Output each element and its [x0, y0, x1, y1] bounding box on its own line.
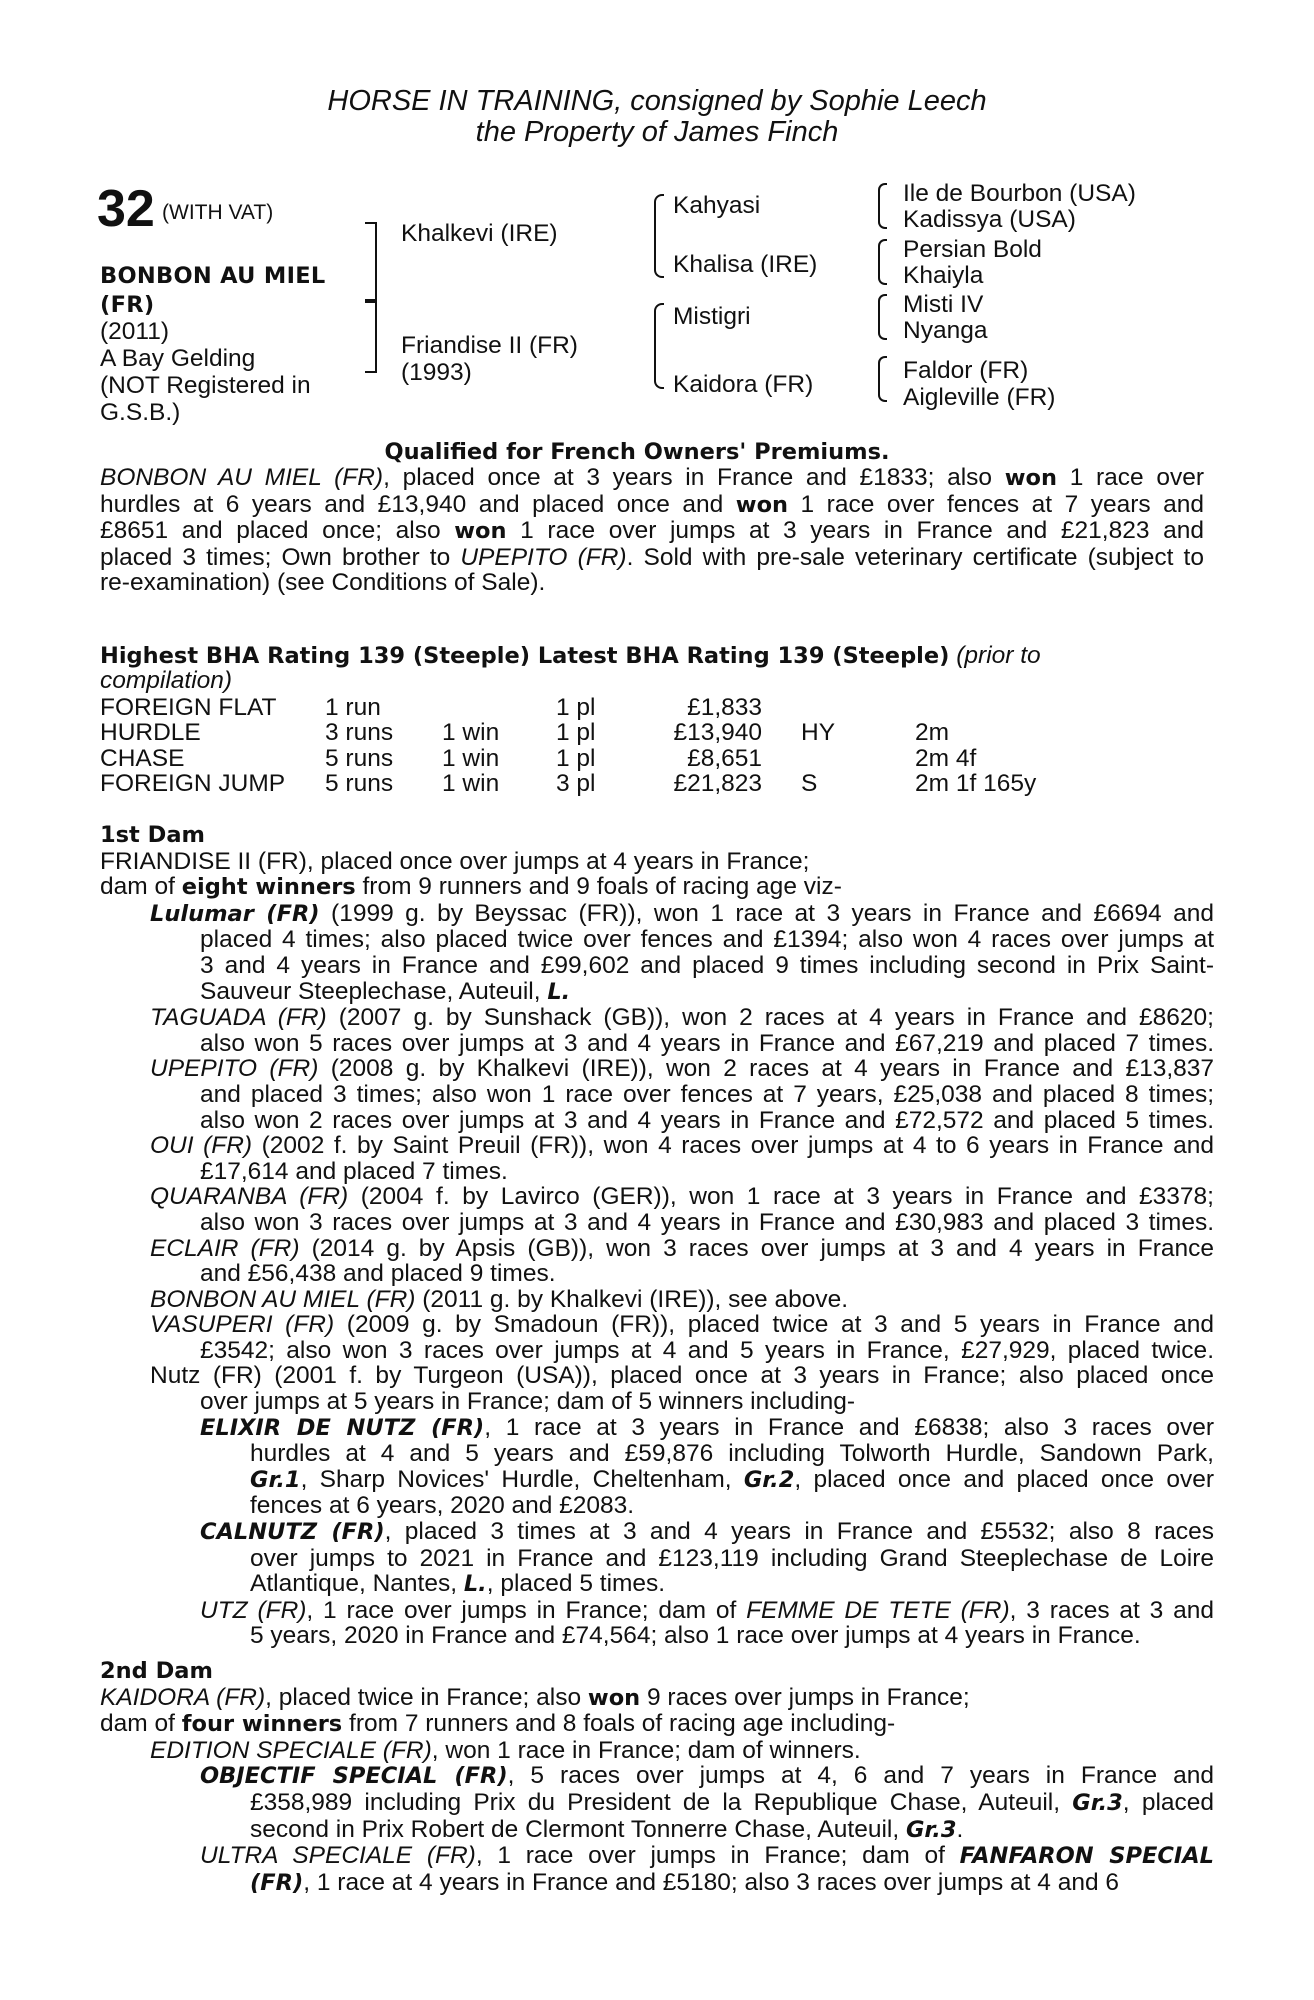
produce-entry: Nutz (FR) (2001 f. by Turgeon (USA)), placed once at 3 years in France; also placed once over jumps at 5 years in France; dam of 5 winners including- — [150, 1362, 1214, 1416]
produce-entry: TAGUADA (FR) (2007 g. by Sunshack (GB)), won 2 races at 4 years in France and £8620; also won 5 races over jumps at 3 and 4 years in France and £67,219 and placed 7 times. — [150, 1004, 1214, 1057]
produce-record — [100, 901, 1214, 1649]
lot-number: 32 — [97, 180, 155, 238]
consignment-line: HORSE IN TRAINING, consigned by Sophie Leech — [327, 85, 987, 117]
produce-entry: UTZ (FR), 1 race over jumps in France; dam of FEMME DE TETE (FR), 3 races at 3 and 5 years, 2020 in France and £74,564; also 1 race over jumps at 4 years in France. — [200, 1596, 1214, 1650]
produce-entry: OUI (FR) (2002 f. by Saint Preuil (FR)), won 4 races over jumps at 4 to 6 years in France and £17,614 and placed 7 times. — [150, 1132, 1214, 1185]
horse-name: BONBON AU MIEL (FR) — [100, 263, 326, 318]
record-placed: 1 pl — [556, 744, 596, 772]
grandsire-3: Misti IV — [903, 291, 984, 318]
grandsire-1: Ile de Bourbon (USA) — [903, 180, 1136, 207]
produce-entry: CALNUTZ (FR), placed 3 times at 3 and 4 years in France and £5532; also 8 races over jumps to 2021 in France and £123,119 including Grand Steeplechase de Loire Atlantique, Nantes, L., placed 5 times. — [200, 1518, 1214, 1598]
produce-record — [100, 1738, 1214, 1897]
pedigree-bracket — [878, 294, 887, 340]
record-wins: 1 win — [442, 744, 500, 772]
section-heading: 2nd Dam — [100, 1658, 213, 1684]
granddam-produce — [150, 1763, 1214, 1896]
first-dam-section — [100, 823, 1214, 1649]
record-placed: 1 pl — [556, 694, 596, 721]
summary-line: re-examination) (see Conditions of Sale). — [100, 569, 546, 597]
granddam-1: Kadissya (USA) — [903, 206, 1076, 233]
produce-entry: Lulumar (FR) (1999 g. by Beyssac (FR)), won 1 race at 3 years in France and £6694 and placed 4 times; also placed twice over fences and £1394; also won 4 races over jumps at 3 and 4 years in France and £99,602 and placed 9 times including second in Prix Saint- Sauveur Steeplechase, Auteuil, L. — [150, 899, 1214, 1005]
dam-line: dam of four winners from 7 runners and 8 foals of racing age including- — [100, 1710, 896, 1738]
registration-note: (NOT Registered in G.S.B.) — [100, 372, 311, 426]
granddam-produce — [150, 1415, 1214, 1649]
record-prize: £8,651 — [687, 744, 762, 772]
sire-sire: Kahyasi — [673, 192, 761, 219]
second-dam-section — [100, 1659, 1214, 1896]
produce-entry: ELIXIR DE NUTZ (FR), 1 race at 3 years in France and £6838; also 3 races over hurdles at 4 and 5 years and £59,876 including Tolworth Hurdle, Sandown Park, Gr.1, Sharp Novices' Hurdle, Cheltenham, Gr.2, placed once and placed once over fences at 6 years, 2020 and £2083. — [200, 1413, 1215, 1520]
record-type: FOREIGN JUMP — [100, 769, 286, 797]
record-distance: 2m 1f 165y — [915, 769, 1037, 797]
grandsire-4: Faldor (FR) — [903, 357, 1029, 384]
grandsire-2: Persian Bold — [903, 236, 1042, 263]
granddam-4: Aigleville (FR) — [903, 384, 1056, 411]
produce-entry: BONBON AU MIEL (FR) (2011 g. by Khalkevi (IRE)), see above. — [150, 1285, 849, 1313]
record-prize: £1,833 — [687, 694, 762, 721]
pedigree-bracket — [878, 183, 887, 229]
vat-label: (WITH VAT) — [162, 201, 274, 224]
pedigree-bracket — [365, 222, 377, 303]
produce-entry: QUARANBA (FR) (2004 f. by Lavirco (GER)), won 1 race at 3 years in France and £3378; also won 3 races over jumps at 3 and 4 years in France and £30,983 and placed 3 times. — [150, 1183, 1214, 1236]
record-distance: 2m — [915, 719, 950, 747]
premiums-note: Qualified for French Owners' Premiums. — [384, 439, 890, 465]
pedigree-bracket — [654, 303, 664, 389]
record-placed: 1 pl — [556, 719, 596, 747]
granddam-2: Khaiyla — [903, 262, 984, 289]
record-runs: 5 runs — [325, 744, 394, 772]
race-summary — [100, 465, 1204, 596]
record-going: HY — [801, 719, 836, 747]
bha-rating: Highest BHA Rating 139 (Steeple) Latest BHA Rating 139 (Steeple) (prior to — [100, 642, 1041, 669]
sire: Khalkevi (IRE) — [401, 220, 558, 247]
summary-line: BONBON AU MIEL (FR), placed once at 3 years in France and £1833; also won 1 race over — [100, 464, 1205, 491]
record-runs: 3 runs — [325, 719, 394, 747]
property-line: the Property of James Finch — [475, 116, 839, 148]
record-type: FOREIGN FLAT — [100, 694, 277, 721]
pedigree-bracket — [654, 194, 664, 278]
section-heading: 1st Dam — [100, 822, 205, 848]
sire-dam: Khalisa (IRE) — [673, 251, 818, 278]
foaling-year: (2011) — [100, 318, 170, 345]
record-runs: 1 run — [325, 694, 381, 721]
dam-line: dam of eight winners from 9 runners and 9 foals of racing age viz- — [100, 873, 842, 901]
horse-info — [100, 318, 360, 426]
dam: Friandise II (FR) (1993) — [401, 332, 578, 386]
record-placed: 3 pl — [556, 769, 596, 797]
record-wins: 1 win — [442, 769, 500, 797]
record-going: S — [801, 769, 818, 797]
summary-line: hurdles at 6 years and £13,940 and placed once and won 1 race over fences at 7 years and — [100, 490, 1204, 518]
horse-description: A Bay Gelding — [100, 345, 256, 372]
record-prize: £13,940 — [673, 719, 762, 747]
produce-entry: ULTRA SPECIALE (FR), 1 race over jumps in France; dam of FANFARON SPECIAL (FR), 1 race at 4 years in France and £5180; also 3 races over jumps at 4 and 6 — [200, 1842, 1214, 1896]
pedigree-bracket — [878, 239, 887, 285]
dam-line: FRIANDISE II (FR), placed once over jumps at 4 years in France; — [100, 847, 810, 875]
produce-entry: ECLAIR (FR) (2014 g. by Apsis (GB)), won 3 races over jumps at 3 and 4 years in France and £56,438 and placed 9 times. — [150, 1234, 1214, 1288]
produce-entry: OBJECTIF SPECIAL (FR), 5 races over jumps at 4, 6 and 7 years in France and £358,989 including Prix du President de la Republique Chase, Auteuil, Gr.3, placed second in Prix Robert de Clermont Tonnerre Chase, Auteuil, Gr.3. — [200, 1762, 1215, 1843]
record-distance: 2m 4f — [915, 744, 977, 772]
granddam-3: Nyanga — [903, 317, 988, 344]
summary-line: placed 3 times; Own brother to UPEPITO (FR). Sold with pre-sale veterinary certificate (subject to — [100, 543, 1204, 571]
record-runs: 5 runs — [325, 769, 394, 797]
dam-dam: Kaidora (FR) — [673, 371, 814, 398]
rating-note: compilation) — [100, 667, 233, 694]
pedigree-bracket — [878, 356, 887, 402]
pedigree-bracket — [365, 299, 377, 373]
produce-entry: EDITION SPECIALE (FR), won 1 race in France; dam of winners. — [150, 1736, 861, 1764]
dam-line: KAIDORA (FR), placed twice in France; also won 9 races over jumps in France; — [100, 1683, 970, 1711]
record-type: HURDLE — [100, 719, 201, 747]
summary-line: £8651 and placed once; also won 1 race over jumps at 3 years in France and £21,823 and — [100, 517, 1204, 545]
produce-entry: VASUPERI (FR) (2009 g. by Smadoun (FR)), placed twice at 3 and 5 years in France and £3542; also won 3 races over jumps at 4 and 5 years in France, £27,929, placed twice. — [150, 1311, 1214, 1364]
record-type: CHASE — [100, 744, 185, 772]
dam-sire: Mistigri — [673, 303, 751, 330]
produce-entry: UPEPITO (FR) (2008 g. by Khalkevi (IRE)), won 2 races at 4 years in France and £13,837 and placed 3 times; also won 1 race over fences at 7 years, £25,038 and placed 8 times; also won 2 races over jumps at 3 and 4 years in France and £72,572 and placed 5 times. — [150, 1055, 1215, 1134]
record-wins: 1 win — [442, 719, 500, 747]
record-prize: £21,823 — [673, 769, 762, 797]
